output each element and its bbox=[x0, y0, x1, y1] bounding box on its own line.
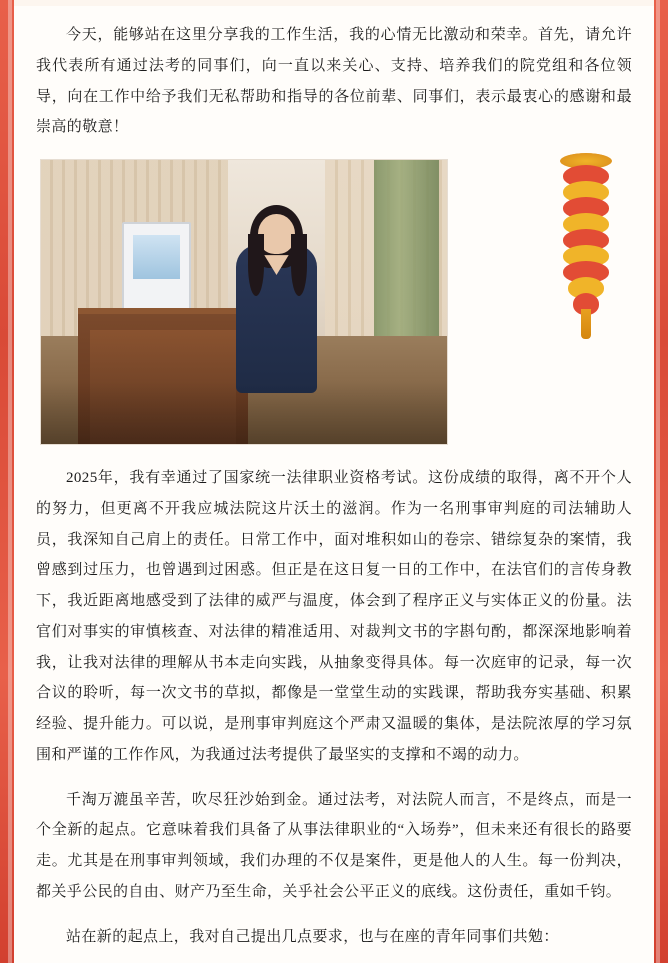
photo-curtain bbox=[374, 160, 439, 342]
paragraph-opening: 今天，能够站在这里分享我的工作生活，我的心情无比激动和荣幸。首先，请允许我代表所有通过法考的同事们，向一直以来关心、支持、培养我们的院党组和各位领导，向在工作中给予我们无私帮助和指导的各位前辈、同事们，表示最衷心的感谢和最崇高的敬意！ bbox=[36, 27, 632, 136]
knot-bottom-tassel bbox=[581, 309, 591, 339]
left-border-inner-line bbox=[8, 0, 12, 963]
right-border-inner-line bbox=[656, 0, 660, 963]
paragraph-exam-experience: 2025年，我有幸通过了国家统一法律职业资格考试。这份成绩的取得，离不开个人的努力，但更离不开我应城法院这片沃土的滋润。作为一名刑事审判庭的司法辅助人员，我深知自己肩上的责任。日常工作中，面对堆积如山的卷宗、错综复杂的案情，我曾感到过压力，也曾遇到过困惑。但正是在这日复一日的工作中，在法官们的言传身教下，我近距离地感受到了法律的威严与温度，体会到了程序正义与实体正义的份量。法官们对事实的审慎核查、对法律的精准适用、对裁判文书的字斟句酌，都深深地影响着我，让我对法律的理解从书本走向实践，从抽象变得具体。每一次庭审的记录，每一次合议的聆听，每一次文书的草拟，都像是一堂堂生动的实践课，帮助我夯实基础、积累经验、提升能力。可以说，是刑事审判庭这个严肃又温暖的集体，是法院浓厚的学习氛围和严谨的工作作风，为我通过法考提供了最坚实的支撑和不竭的动力。 bbox=[36, 470, 632, 763]
right-decorative-border bbox=[654, 0, 668, 963]
paragraph-closing-requirements: 站在新的起点上，我对自己提出几点要求，也与在座的青年同事们共勉： bbox=[66, 928, 559, 945]
figure-block bbox=[36, 159, 632, 445]
paragraph-new-starting-point: 千淘万漉虽辛苦，吹尽狂沙始到金。通过法考，对法院人而言，不是终点，而是一个全新的起点。它意味着我们具备了从事法律职业的“入场券”，但未来还有很长的路要走。尤其是在刑事审判领域，我们办理的不仅是案件，更是他人的人生。每一份判决，都关乎公民的自由、财产乃至生命，关乎社会公平正义的底线。这份责任，重如千钧。 bbox=[36, 791, 632, 900]
document-body bbox=[14, 6, 654, 963]
left-decorative-border bbox=[0, 0, 14, 963]
chinese-knot-ornament-icon bbox=[548, 153, 624, 343]
photo-monitor bbox=[122, 222, 191, 311]
photo-monitor-screen bbox=[133, 235, 180, 279]
photo-speaker-hair-right bbox=[291, 234, 307, 296]
photo-vignette bbox=[41, 382, 447, 444]
speaker-at-podium-photo bbox=[40, 159, 448, 445]
